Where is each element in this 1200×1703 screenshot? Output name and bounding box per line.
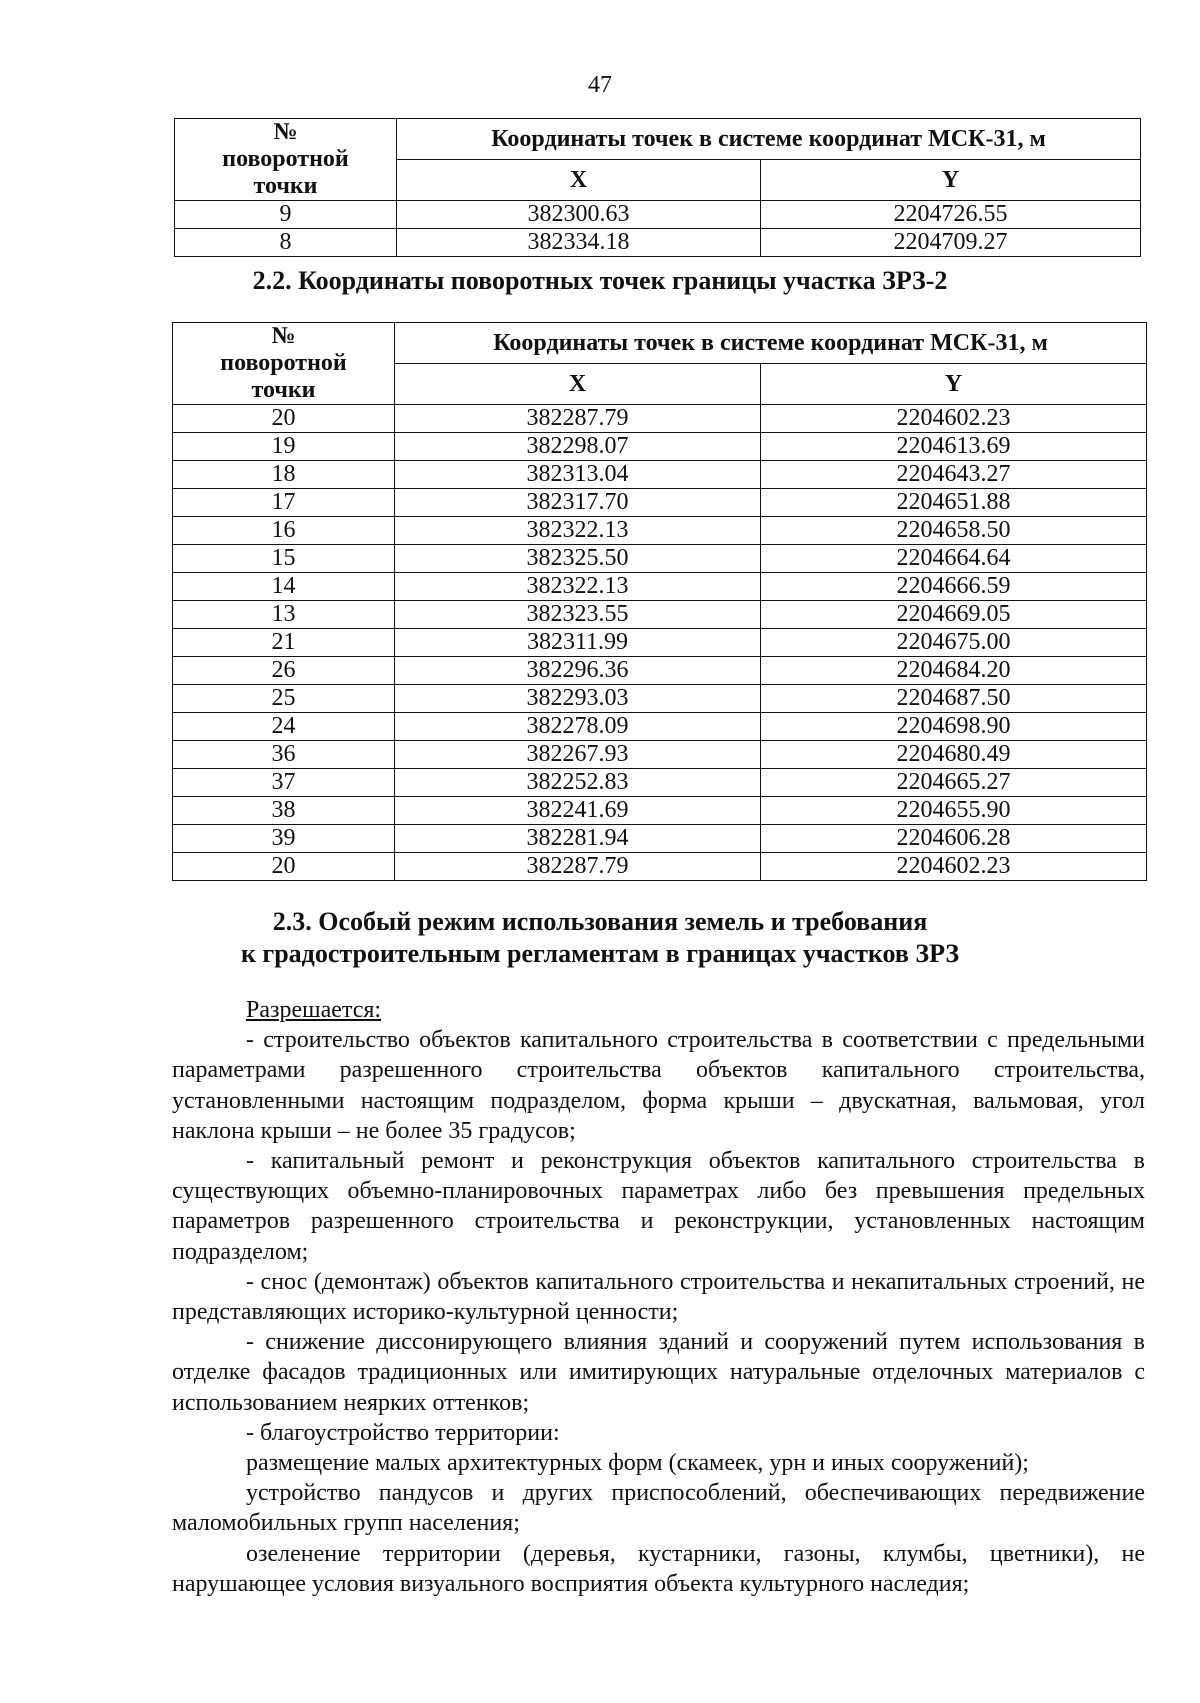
- table-row: [173, 461, 1147, 489]
- table-row: [173, 573, 1147, 601]
- y-coordinate-cell: 2204606.28: [761, 825, 1147, 853]
- y-column-header: Y: [761, 160, 1141, 201]
- x-coordinate-cell: 382278.09: [395, 713, 761, 741]
- table-row: [173, 825, 1147, 853]
- point-column-header: № поворотной точки: [173, 323, 395, 405]
- point-cell: 37: [173, 769, 395, 797]
- point-cell: 36: [173, 741, 395, 769]
- y-coordinate-cell: 2204655.90: [761, 797, 1147, 825]
- point-cell: 38: [173, 797, 395, 825]
- x-coordinate-cell: 382334.18: [397, 229, 761, 257]
- section-heading-2-3: [0, 906, 1200, 970]
- table-row: [173, 405, 1147, 433]
- point-cell: 39: [173, 825, 395, 853]
- table-row: [173, 713, 1147, 741]
- table-row: [173, 629, 1147, 657]
- coordinates-column-header: Координаты точек в системе координат МСК-31, м: [395, 323, 1147, 364]
- paragraph: размещение малых архитектурных форм (скамеек, урн и иных сооружений);: [246, 1450, 1029, 1477]
- point-cell: 15: [173, 545, 395, 573]
- table-row: [173, 741, 1147, 769]
- point-cell: 16: [173, 517, 395, 545]
- y-coordinate-cell: 2204651.88: [761, 489, 1147, 517]
- y-coordinate-cell: 2204726.55: [761, 201, 1141, 229]
- table-row: [175, 201, 1141, 229]
- regulations-text: [172, 995, 1145, 1599]
- y-coordinate-cell: 2204669.05: [761, 601, 1147, 629]
- coordinates-table-continued: [174, 118, 1141, 257]
- paragraph: устройство пандусов и других приспособлений, обеспечивающих передвижение маломобильных групп населения;: [172, 1480, 1145, 1537]
- table-row: [173, 517, 1147, 545]
- y-coordinate-cell: 2204665.27: [761, 769, 1147, 797]
- table-body: [175, 201, 1141, 257]
- table-row: [173, 797, 1147, 825]
- y-coordinate-cell: 2204709.27: [761, 229, 1141, 257]
- paragraph: - строительство объектов капитального строительства в соответствии с предельными параметрами разрешенного строительства объектов капитального строительства, установленными настоящим подразделом, форма крыши – двускатная, вальмовая, угол наклона крыши – не более 35 градусов;: [172, 1027, 1145, 1144]
- page-number: 47: [588, 72, 612, 98]
- table-row: [175, 229, 1141, 257]
- table-row: [173, 769, 1147, 797]
- x-coordinate-cell: 382287.79: [395, 405, 761, 433]
- point-cell: 13: [173, 601, 395, 629]
- table-row: [173, 601, 1147, 629]
- y-coordinate-cell: 2204658.50: [761, 517, 1147, 545]
- point-cell: 25: [173, 685, 395, 713]
- allowed-label: Разрешается:: [246, 997, 382, 1023]
- paragraph: озеленение территории (деревья, кустарники, газоны, клумбы, цветники), не нарушающее условия визуального восприятия объекта культурного наследия;: [172, 1540, 1145, 1597]
- point-cell: 18: [173, 461, 395, 489]
- x-coordinate-cell: 382311.99: [395, 629, 761, 657]
- table-row: [173, 545, 1147, 573]
- x-coordinate-cell: 382252.83: [395, 769, 761, 797]
- x-coordinate-cell: 382296.36: [395, 657, 761, 685]
- x-coordinate-cell: 382241.69: [395, 797, 761, 825]
- table-row: [173, 489, 1147, 517]
- heading-line-2: к градостроительным регламентам в границах участков ЗРЗ: [240, 939, 960, 968]
- x-coordinate-cell: 382313.04: [395, 461, 761, 489]
- y-coordinate-cell: 2204684.20: [761, 657, 1147, 685]
- paragraph: - благоустройство территории:: [246, 1419, 560, 1446]
- table-row: [173, 685, 1147, 713]
- x-coordinate-cell: 382322.13: [395, 573, 761, 601]
- table-row: [173, 853, 1147, 881]
- point-cell: 9: [175, 201, 397, 229]
- y-coordinate-cell: 2204643.27: [761, 461, 1147, 489]
- x-coordinate-cell: 382317.70: [395, 489, 761, 517]
- point-cell: 20: [173, 405, 395, 433]
- y-coordinate-cell: 2204666.59: [761, 573, 1147, 601]
- point-cell: 14: [173, 573, 395, 601]
- paragraph: - капитальный ремонт и реконструкция объектов капитального строительства в существующих объемно-планировочных параметрах либо без превышения предельных параметров разрешенного строительства и реконструкции, установленных настоящим подразделом;: [172, 1148, 1145, 1265]
- point-cell: 19: [173, 433, 395, 461]
- point-column-header: № поворотной точки: [175, 119, 397, 201]
- point-cell: 8: [175, 229, 397, 257]
- table-row: [173, 657, 1147, 685]
- table-row: [173, 433, 1147, 461]
- table-body: [173, 405, 1147, 881]
- coordinates-table-zrz-2: [172, 322, 1147, 881]
- x-column-header: X: [395, 364, 761, 405]
- y-column-header: Y: [761, 364, 1147, 405]
- y-coordinate-cell: 2204613.69: [761, 433, 1147, 461]
- x-coordinate-cell: 382267.93: [395, 741, 761, 769]
- y-coordinate-cell: 2204687.50: [761, 685, 1147, 713]
- y-coordinate-cell: 2204675.00: [761, 629, 1147, 657]
- x-coordinate-cell: 382323.55: [395, 601, 761, 629]
- x-column-header: X: [397, 160, 761, 201]
- y-coordinate-cell: 2204664.64: [761, 545, 1147, 573]
- x-coordinate-cell: 382300.63: [397, 201, 761, 229]
- y-coordinate-cell: 2204698.90: [761, 713, 1147, 741]
- heading-line-1: 2.3. Особый режим использования земель и требования: [272, 907, 928, 936]
- y-coordinate-cell: 2204602.23: [761, 405, 1147, 433]
- point-cell: 20: [173, 853, 395, 881]
- x-coordinate-cell: 382298.07: [395, 433, 761, 461]
- paragraph: - снос (демонтаж) объектов капитального строительства и некапитальных строений, не представляющих историко-культурной ценности;: [172, 1268, 1145, 1326]
- point-cell: 26: [173, 657, 395, 685]
- point-cell: 24: [173, 713, 395, 741]
- point-cell: 21: [173, 629, 395, 657]
- x-coordinate-cell: 382287.79: [395, 853, 761, 881]
- paragraph: - снижение диссонирующего влияния зданий и сооружений путем использования в отделке фасадов традиционных или имитирующих натуральные отделочных материалов с использованием неярких оттенков;: [172, 1329, 1145, 1416]
- y-coordinate-cell: 2204602.23: [761, 853, 1147, 881]
- x-coordinate-cell: 382281.94: [395, 825, 761, 853]
- section-heading-2-2: 2.2. Координаты поворотных точек границы участка ЗРЗ-2: [252, 266, 948, 295]
- x-coordinate-cell: 382325.50: [395, 545, 761, 573]
- coordinates-column-header: Координаты точек в системе координат МСК-31, м: [397, 119, 1141, 160]
- x-coordinate-cell: 382322.13: [395, 517, 761, 545]
- y-coordinate-cell: 2204680.49: [761, 741, 1147, 769]
- point-cell: 17: [173, 489, 395, 517]
- x-coordinate-cell: 382293.03: [395, 685, 761, 713]
